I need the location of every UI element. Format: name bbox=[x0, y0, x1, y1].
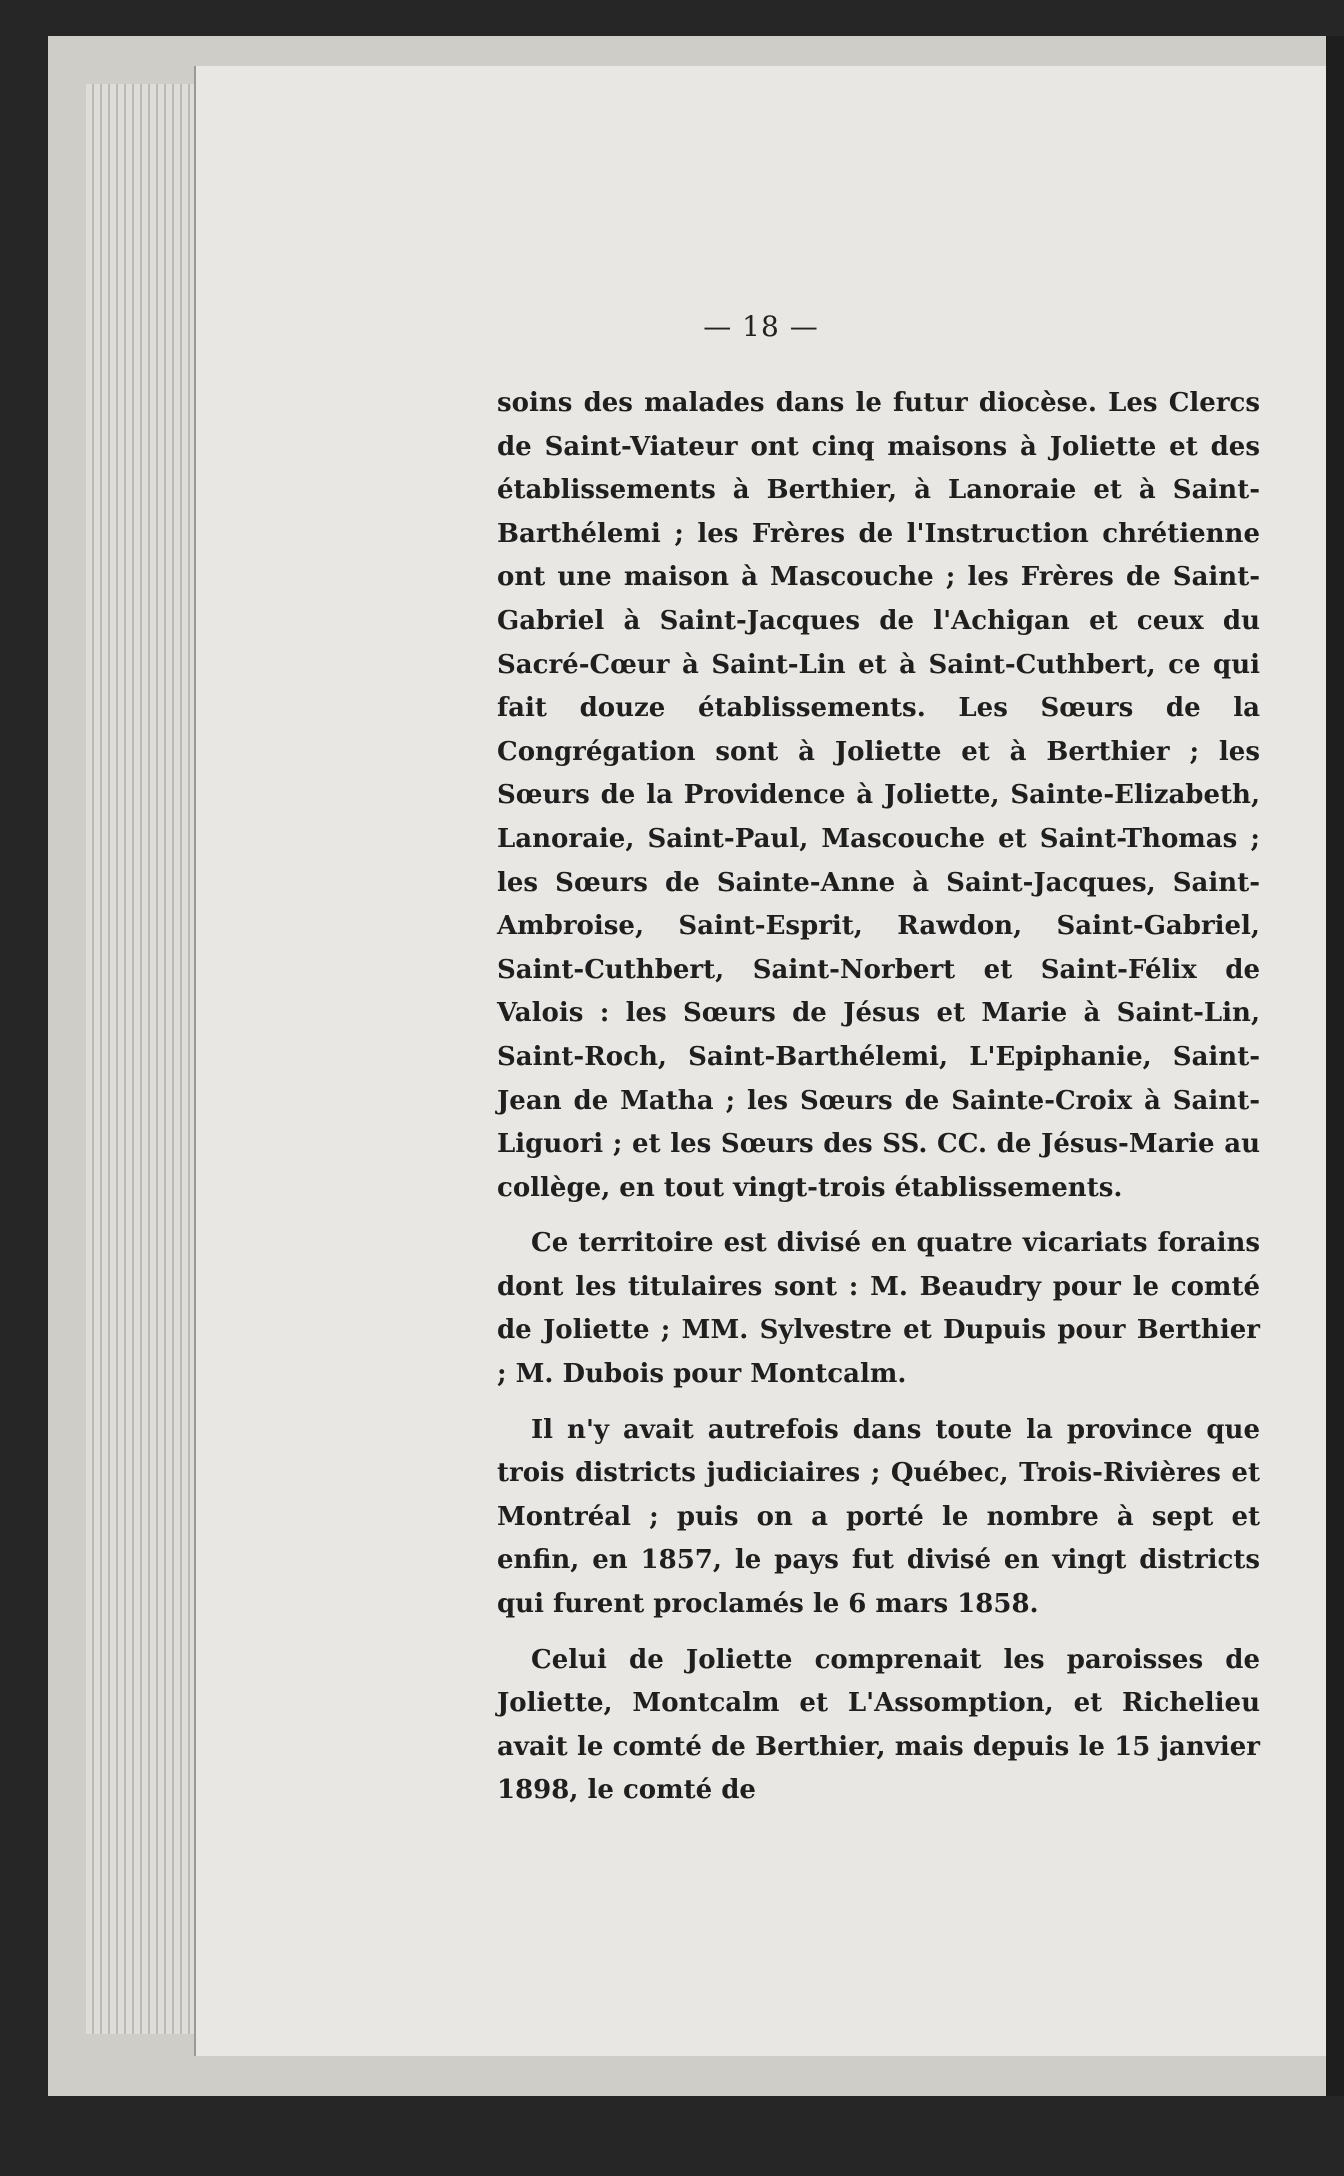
paragraph-3: Il n'y avait autrefois dans toute la province que trois districts judiciaires ; Québec, Trois-Rivières et Montréal ; puis on a porté le nombre à sept et enfin, en 1857, le pays fut divisé en vingt districts qui furent proclamés le 6 mars 1858. bbox=[497, 1414, 1260, 1620]
page-edges bbox=[86, 84, 196, 2034]
body-text bbox=[497, 382, 1260, 1825]
page-number: — 18 — bbox=[703, 310, 819, 343]
paragraph-2: Ce territoire est divisé en quatre vicariats forains dont les titulaires sont : M. Beaudry pour le comté de Joliette ; MM. Sylvestre et Dupuis pour Berthier ; M. Dubois pour Montcalm. bbox=[497, 1228, 1260, 1390]
right-border bbox=[1326, 36, 1344, 2096]
paragraph-4: Celui de Joliette comprenait les paroisses de Joliette, Montcalm et L'Assomption, et Richelieu avait le comté de Berthier, mais depuis le 15 janvier 1898, le comté de bbox=[497, 1644, 1260, 1806]
paragraph-1: soins des malades dans le futur diocèse. Les Clercs de Saint-Viateur ont cinq maisons à Joliette et des établissements à Berthier, à Lanoraie et à Saint-Barthélemi ; les Frères de l'Instruction chrétienne ont une maison à Mascouche ; les Frères de Saint-Gabriel à Saint-Jacques de l'Achigan et ceux du Sacré-Cœur à Saint-Lin et à Saint-Cuthbert, ce qui fait douze établissements. Les Sœurs de la Congrégation sont à Joliette et à Berthier ; les Sœurs de la Providence à Joliette, Sainte-Elizabeth, Lanoraie, Saint-Paul, Mascouche et Saint-Thomas ; les Sœurs de Sainte-Anne à Saint-Jacques, Saint-Ambroise, Saint-Esprit, Rawdon, Saint-Gabriel, Saint-Cuthbert, Saint-Norbert et Saint-Félix de Valois : les Sœurs de Jésus et Marie à Saint-Lin, Saint-Roch, Saint-Barthélemi, L'Epiphanie, Saint-Jean de Matha ; les Sœurs de Sainte-Croix à Saint-Liguori ; et les Sœurs des SS. CC. de Jésus-Marie au collège, en tout vingt-trois établissements. bbox=[497, 388, 1260, 1203]
